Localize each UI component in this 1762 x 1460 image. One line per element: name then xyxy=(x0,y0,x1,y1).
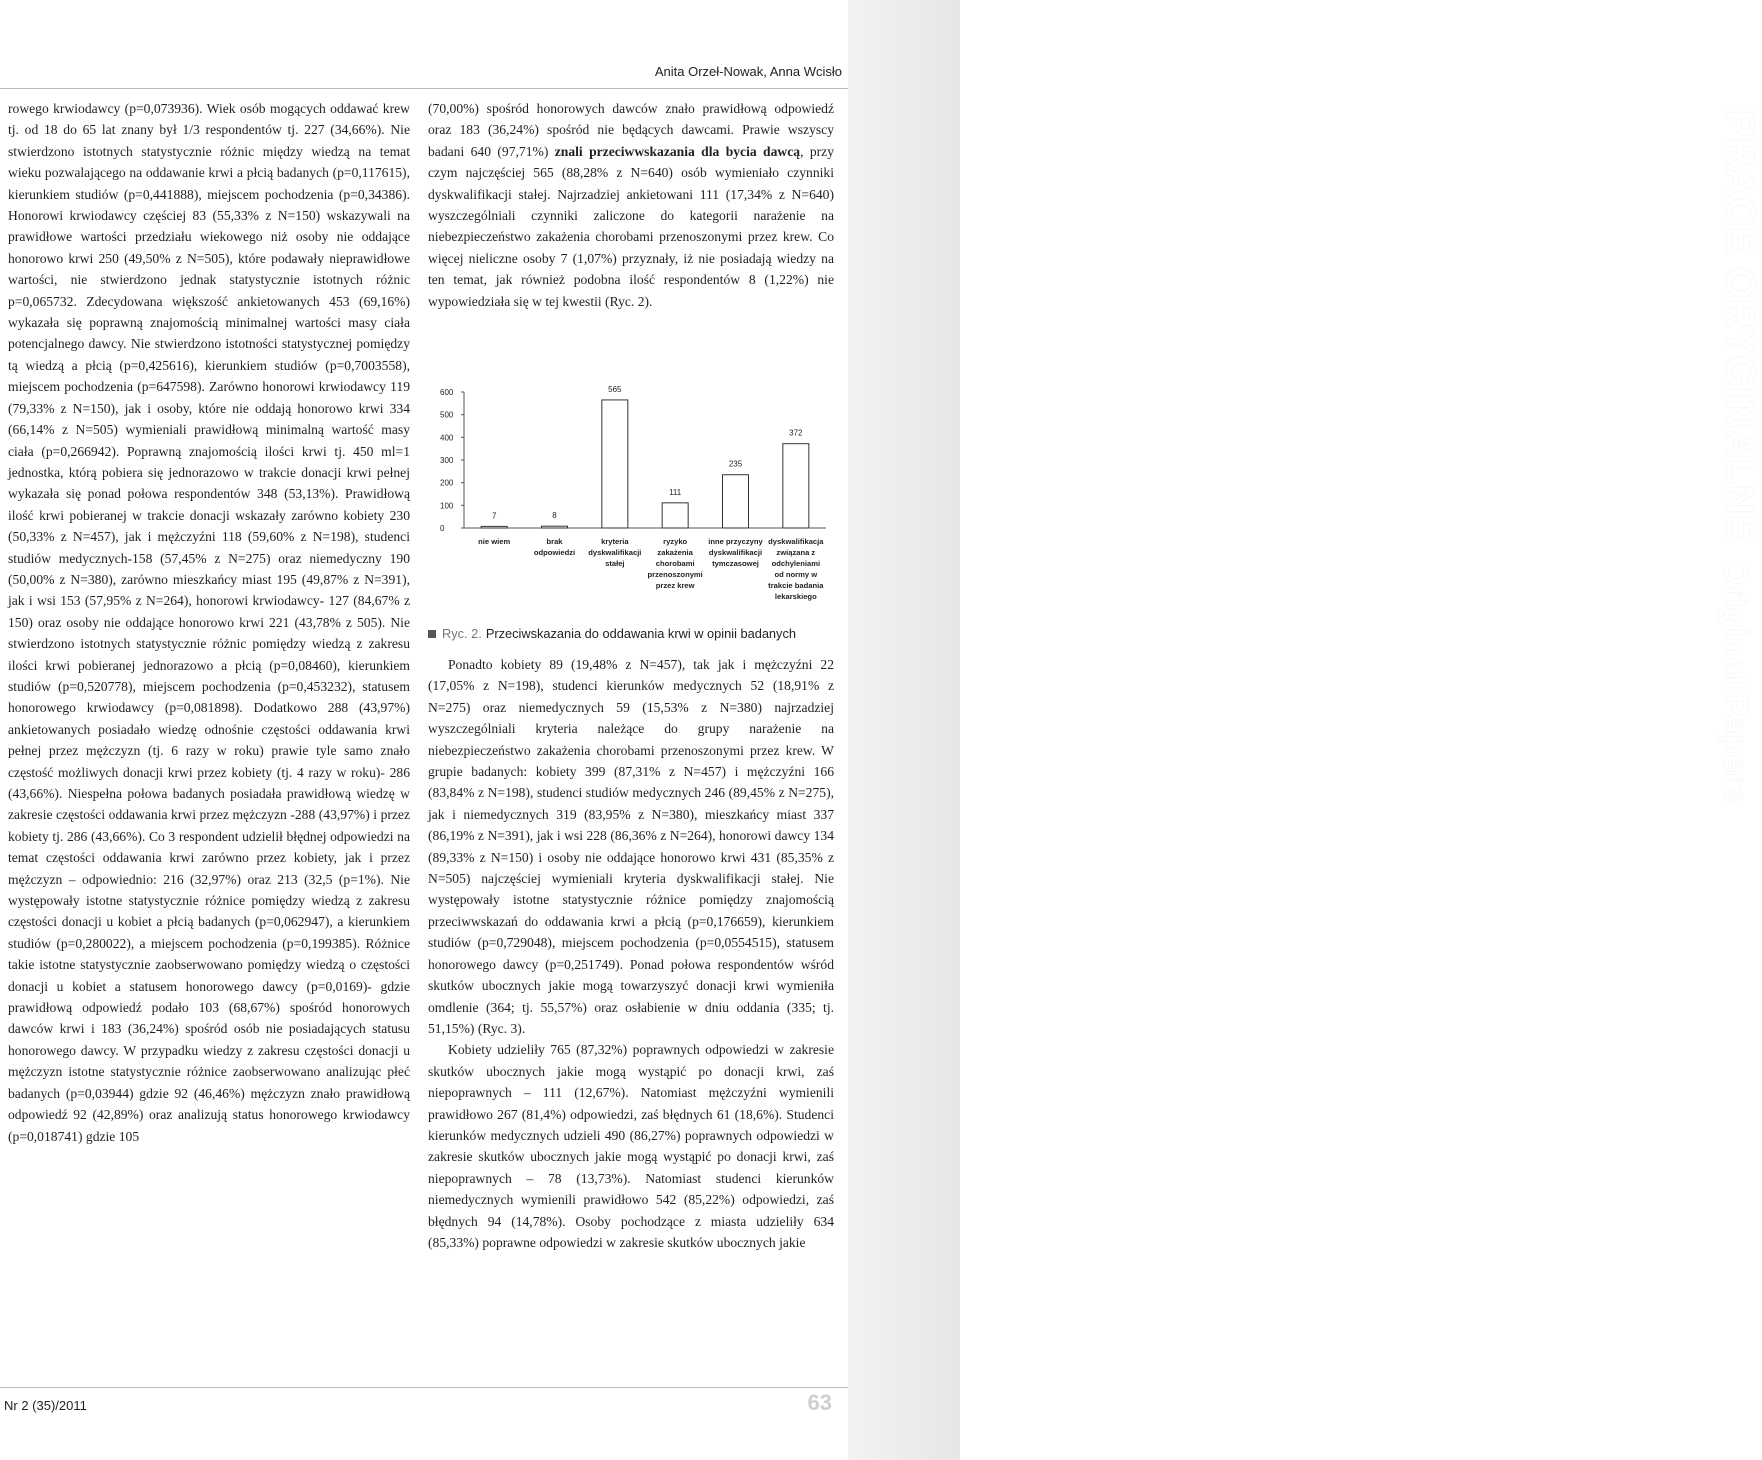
category-label: dyskwalifikacji xyxy=(708,548,763,557)
category-label: kryteria xyxy=(601,537,629,546)
category-label: tymczasowej xyxy=(712,559,759,568)
y-tick-label: 300 xyxy=(440,456,454,465)
section-label-polish: PRACE ORYGINALNE xyxy=(1718,110,1762,543)
body-paragraph xyxy=(428,98,834,312)
section-sidebar xyxy=(848,0,1762,1460)
bar xyxy=(783,444,809,528)
category-label: ryzyko xyxy=(663,537,688,546)
category-label: trakcie badania xyxy=(768,581,824,590)
caption-square-icon xyxy=(428,630,436,638)
category-label: od normy w xyxy=(774,570,818,579)
bar xyxy=(481,526,507,528)
text-run: (70,00%) spośród honorowych dawców znało prawidłową odpowiedź oraz 183 (36,24%) spośród nie będących dawcami. Prawie wszyscy badani 640 (97,71%) xyxy=(428,101,834,159)
data-label: 111 xyxy=(669,487,682,497)
category-label: odchyleniami xyxy=(771,559,821,568)
bar-chart-figure xyxy=(428,380,834,620)
text-run: , przy czym najczęściej 565 (88,28% z N=640) osób wymieniało czynniki dyskwalifikacji stałej. Najrzadziej ankietowani 111 (17,34% z N=640) wyszczególniali czynniki zaliczone do kategorii narażenie na niebezpieczeństwo zakażenia chorobami przenoszonymi przez krew. Co więcej nieliczne osoby 7 (1,07%) przyznały, iż nie posiadają wiedzy na ten temat, jak również podobna ilość respondentów 8 (1,22%) nie wypowiedziała się w tej kwestii (Ryc. 2). xyxy=(428,143,834,309)
header-divider xyxy=(0,88,848,89)
y-tick-label: 600 xyxy=(440,388,454,397)
y-tick-label: 400 xyxy=(440,433,454,443)
left-text-column xyxy=(8,98,410,1147)
bar xyxy=(542,526,568,528)
bar xyxy=(662,503,688,528)
y-tick-label: 0 xyxy=(440,524,445,533)
category-label: dyskwalifikacja xyxy=(768,537,824,546)
section-label-english: Original Papers xyxy=(1718,560,1754,805)
y-tick-label: 500 xyxy=(440,410,454,420)
journal-issue: Nr 2 (35)/2011 xyxy=(4,1398,87,1413)
bar-chart-svg xyxy=(428,380,834,620)
category-label: stałej xyxy=(605,559,625,568)
category-label: lekarskiego xyxy=(774,592,817,601)
body-paragraph: rowego krwiodawcy (p=0,073936). Wiek osób mogących oddawać krew tj. od 18 do 65 lat znany był 1/3 respondentów tj. 227 (34,66%). Nie stwierdzono istotnych statystycznie różnic między wiedzą na temat wieku pozwalającego na oddawanie krwi a płcią badanych (p=0,117615), kierunkiem studiów (p=0,441888), miejscem pochodzenia (p=0,34386). Honorowi krwiodawcy częściej 83 (55,33% z N=150) wskazywali na prawidłowe wartości przedziału wiekowego niż osoby nie oddające honorowo krwi 250 (49,50% z N=505), które podawały nieprawidłowe wartości, nie stwierdzono jednak statystycznie istotnych różnic p=0,065732. Zdecydowana większość ankietowanych 453 (69,16%) wykazała się poprawną znajomością minimalnej wartości masy ciała potencjalnego dawcy. Nie stwierdzono istotności statystycznej pomiędzy tą wiedzą a płcią (p=0,425616), kierunkiem studiów (p=0,7003558), miejscem pochodzenia (p=647598). Zarówno honorowi krwiodawcy 119 (79,33% z N=150), jak i osoby, które nie oddają honorowo krwi 334 (66,14% z N=505) wymieniali prawidłową minimalną wartość masy ciała (p=0,266942). Poprawną znajomością ilości krwi tj. 450 ml=1 jednostka, którą pobiera się jednorazowo w trakcie donacji krwi pełnej wykazała się ponad połowa respondentów 348 (53,13%). Prawidłową ilość krwi pobieranej w trakcie donacji wskazały zarówno kobiety 230 (50,33% z N=457), jak i mężczyźni 118 (59,60% z N=198), studenci studiów medycznych-158 (57,45% z N=275) oraz niemedyczny 190 (50,00% z N=380), zarówno mieszkańcy miast 195 (49,87% z N=391), jak i wsi 153 (57,95% z N=264), honorowi krwiodawcy- 127 (84,67% z 150) oraz osoby nie oddające honorowo krwi 221 (43,78% z 505). Nie stwierdzono istotnych statystycznie różnic pomiędzy wiedzą z zakresu ilości krwi pobieranej jednorazowo a płcią (p=0,08460), kierunkiem studiów (p=0,520778), miejscem pochodzenia (p=0,453232), statusem honorowego krwiodawcy (p=0,081898). Dodatkowo 288 (43,97%) ankietowanych posiadało wiedzę odnośnie częstości oddawania krwi pełnej przez mężczyzn (tj. 6 razy w roku) prawie tyle samo znało częstość możliwych donacji krwi przez kobiety (tj. 4 razy w roku)- 286 (43,66%). Niespełna połowa badanych posiadała prawidłową wiedzę w zakresie częstości oddawania krwi przez mężczyzn -288 (43,97%) i przez kobiety tj. 286 (43,66%). Co 3 respondent udzielił błędnej odpowiedzi na temat częstości oddawania krwi zarówno przez kobiety, jak i przez mężczyzn – odpowiednio: 216 (32,97%) oraz 213 (32,5 (p=1%). Nie występowały istotne statystycznie różnice pomiędzy wiedzą z zakresu częstości donacji u kobiet a płcią badanych (p=0,062947), a kierunkiem studiów (p=0,280022), a miejscem pochodzenia (p=0,199385). Różnice takie istotne statystycznie zaobserwowano pomiędzy wiedzą o częstości donacji u kobiet a statusem honorowego dawcy (p=0,0169)- gdzie prawidłową odpowiedź podało 103 (68,67%) spośród honorowych dawców krwi i 183 (36,24%) spośród osób nie posiadających statusu honorowego dawcy. W przypadku wiedzy z zakresu częstości donacji u mężczyzn istotne statystycznie różnice zaobserwowano analizując płeć badanych (p=0,03944) gdzie 92 (46,46%) mężczyzn znało prawidłową odpowiedź 92 (42,89%) oraz analizują status honorowego krwiodawcy (p=0,018741) gdzie 105 xyxy=(8,101,410,1144)
category-label: przez krew xyxy=(655,581,695,590)
data-label: 235 xyxy=(728,459,743,469)
data-label: 7 xyxy=(491,511,497,521)
right-text-column-top xyxy=(428,98,834,312)
category-label: nie wiem xyxy=(478,537,511,546)
body-paragraph: Ponadto kobiety 89 (19,48% z N=457), tak jak i mężczyźni 22 (17,05% z N=198), studenci kierunków medycznych 52 (18,91% z N=275) oraz niemedycznych 59 (15,53% z N=380) najrzadziej wyszczególniali kryteria należące do grupy narażenie na niebezpieczeństwo zakażenia chorobami przenoszonymi przez krew. W grupie badanych: kobiety 399 (87,31% z N=457) i mężczyźni 166 (83,84% z N=198), studenci studiów medycznych 246 (89,45% z N=275), jak i niemedycznych 319 (83,95% z N=380), mieszkańcy miast 337 (86,19% z N=391), jak i wsi 228 (86,36% z N=264), honorowi dawcy 134 (89,33% z N=150) i osoby nie oddające honorowo krwi 431 (85,35% z N=505) najczęściej wymieniali kryteria dyskwalifikacji stałej. Nie występowały istotne statystycznie różnice pomiędzy znajomością przeciwwskazań do oddawania krwi a płcią (p=0,176659), kierunkiem studiów (p=0,729048), miejscem pochodzenia (p=0,0554515), statusem honorowego dawcy (p=0,251749). Ponad połowa respondentów wśród skutków ubocznych jakie mogą towarzyszyć donacji krwi wymieniła omdlenie (364; tj. 55,57%) oraz osłabienie w dniu oddania (335; tj. 51,15%) (Ryc. 3). xyxy=(428,657,834,1036)
figure-caption xyxy=(428,626,796,641)
y-tick-label: 200 xyxy=(440,478,454,488)
figure-label: Ryc. 2. xyxy=(442,626,482,641)
category-label: odpowiedzi xyxy=(533,548,576,557)
bold-phrase: znali przeciwwskazania dla bycia dawcą xyxy=(554,143,801,159)
data-label: 372 xyxy=(789,428,803,438)
y-tick-label: 100 xyxy=(440,501,454,511)
category-label: inne przyczyny xyxy=(708,537,763,546)
figure-title: Przeciwskazania do oddawania krwi w opinii badanych xyxy=(485,626,796,641)
footer-divider xyxy=(0,1387,848,1388)
category-label: zakażenia xyxy=(657,548,693,557)
running-header-author: Anita Orzeł-Nowak, Anna Wcisło xyxy=(654,64,842,79)
bar xyxy=(602,400,628,528)
category-label: brak xyxy=(546,537,563,546)
category-label: chorobami xyxy=(655,559,695,568)
data-label: 565 xyxy=(608,384,622,394)
data-label: 8 xyxy=(552,511,557,521)
category-label: dyskwalifikacji xyxy=(588,548,642,557)
category-label: przenoszonymi xyxy=(647,570,703,579)
page-number: 63 xyxy=(807,1390,832,1415)
right-text-column-bottom xyxy=(428,654,834,1253)
bar xyxy=(723,475,749,528)
body-paragraph: Kobiety udzieliły 765 (87,32%) poprawnych odpowiedzi w zakresie skutków ubocznych jakie mogą wystąpić po donacji krwi, zaś niepoprawnych – 111 (12,67%). Natomiast mężczyźni wymienili prawidłowo 267 (81,4%) odpowiedzi, zaś błędnych 61 (18,6%). Studenci kierunków medycznych udzieli 490 (86,27%) poprawnych odpowiedzi w zakresie skutków ubocznych jakie mogą wystąpić po donacji krwi, zaś niepoprawnych – 78 (13,73%). Natomiast studenci kierunków niemedycznych wymienili prawidłowo 542 (85,22%) odpowiedzi, zaś błędnych 94 (14,78%). Osoby pochodzące z miasta udzieliły 634 (85,33%) poprawne odpowiedzi w zakresie skutków ubocznych jakie xyxy=(428,1042,834,1250)
category-label: związana z xyxy=(776,548,816,557)
